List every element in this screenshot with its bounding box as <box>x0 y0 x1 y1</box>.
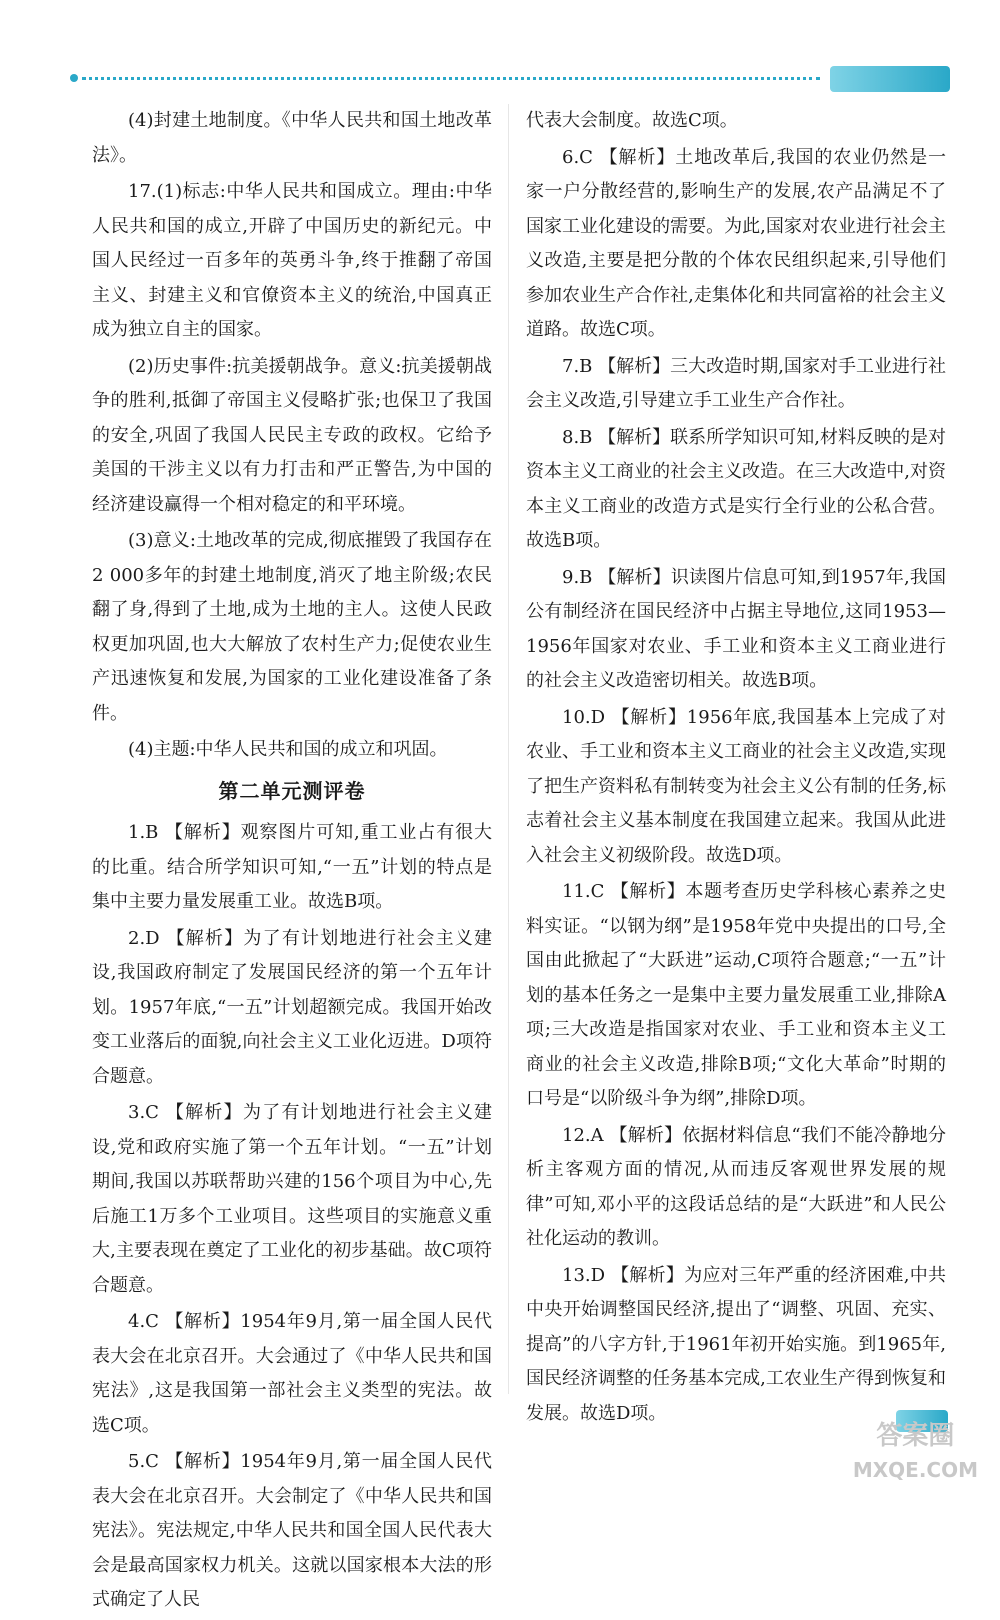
answer-item: 7.B 【解析】三大改造时期,国家对手工业进行社会主义改造,引导建立手工业生产合作社。 <box>526 355 946 411</box>
watermark-line1: 答案圈 <box>876 1421 955 1451</box>
answer-item: 3.C 【解析】为了有计划地进行社会主义建设,党和政府实施了第一个五年计划。“一五”计划期间,我国以苏联帮助兴建的156个项目为中心,先后施工1万多个工业项目。这些项目的实施意义重大,主要表现在奠定了工业化的初步基础。故C项符合题意。 <box>92 1102 492 1296</box>
answer-item: 11.C 【解析】本题考查历史学科核心素养之史料实证。“以钢为纲”是1958年党中央提出的口号,全国由此掀起了“大跃进”运动,C项符合题意;“一五”计划的基本任务之一是集中主要力量发展重工业,排除A项;三大改造是指国家对农业、手工业和资本主义工商业的社会主义改造,排除B项;“文化大革命”时期的口号是“以阶级斗争为纲”,排除D项。 <box>526 881 946 1109</box>
answer-item: 2.D 【解析】为了有计划地进行社会主义建设,我国政府制定了发展国民经济的第一个五年计划。1957年底,“一五”计划超额完成。我国开始改变工业落后的面貌,向社会主义工业化迈进。D项符合题意。 <box>92 927 492 1087</box>
answer-item: 12.A 【解析】依据材料信息“我们不能冷静地分析主客观方面的情况,从而违反客观世界发展的规律”可知,邓小平的这段话总结的是“大跃进”和人民公社化运动的教训。 <box>526 1124 946 1249</box>
answer-item: 4.C 【解析】1954年9月,第一届全国人民代表大会在北京召开。大会通过了《中华人民共和国宪法》,这是我国第一部社会主义类型的宪法。故选C项。 <box>92 1311 492 1436</box>
answer-item: 9.B 【解析】识读图片信息可知,到1957年,我国公有制经济在国民经济中占据主导地位,这同1953—1956年国家对农业、手工业和资本主义工商业进行的社会主义改造密切相关。故选B项。 <box>526 566 946 691</box>
header-dot <box>70 74 78 82</box>
answer-item: 13.D 【解析】为应对三年严重的经济困难,中共中央开始调整国民经济,提出了“调整、巩固、充实、提高”的八字方针,于1961年初开始实施。到1965年,国民经济调整的任务基本完成,工农业生产得到恢复和发展。故选D项。 <box>526 1264 946 1424</box>
paragraph: (4)封建土地制度。《中华人民共和国土地改革法》。 <box>92 110 492 166</box>
answer-item: 6.C 【解析】土地改革后,我国的农业仍然是一家一户分散经营的,影响生产的发展,农产品满足不了国家工业化建设的需要。为此,国家对农业进行社会主义改造,主要是把分散的个体农民组织起来,引导他们参加农业生产合作社,走集体化和共同富裕的社会主义道路。故选C项。 <box>526 146 946 340</box>
answer-item: 5.C 【解析】1954年9月,第一届全国人民代表大会在北京召开。大会制定了《中华人民共和国宪法》。宪法规定,中华人民共和国全国人民代表大会是最高国家权力机关。这就以国家根本大法的形式确定了人民 <box>92 1451 492 1610</box>
paragraph: (2)历史事件:抗美援朝战争。意义:抗美援朝战争的胜利,抵御了帝国主义侵略扩张;也保卫了我国的安全,巩固了我国人民民主专政的政权。它给予美国的干涉主义以有力打击和严正警告,为中国的经济建设赢得一个相对稳定的和平环境。 <box>92 355 492 515</box>
paragraph: (3)意义:土地改革的完成,彻底摧毁了我国存在2 000多年的封建土地制度,消灭了地主阶级;农民翻了身,得到了土地,成为土地的主人。这使人民政权更加巩固,也大大解放了农村生产力;促使农业生产迅速恢复和发展,为国家的工业化建设准备了条件。 <box>92 530 492 724</box>
watermark-line2: MXQE.COM <box>852 1458 978 1482</box>
column-divider <box>508 104 509 1394</box>
watermark-logo <box>853 1419 978 1487</box>
paragraph: (4)主题:中华人民共和国的成立和巩固。 <box>128 739 448 760</box>
answer-item: 8.B 【解析】联系所学知识可知,材料反映的是对资本主义工商业的社会主义改造。在三大改造中,对资本主义工商业的改造方式是实行全行业的公私合营。故选B项。 <box>526 426 946 551</box>
header-tab <box>830 66 950 92</box>
right-column <box>526 104 946 1433</box>
paragraph: 17.(1)标志:中华人民共和国成立。理由:中华人民共和国的成立,开辟了中国历史的新纪元。中国人民经过一百多年的英勇斗争,终于推翻了帝国主义、封建主义和官僚资本主义的统治,中国真正成为独立自主的国家。 <box>92 181 492 340</box>
page-header <box>60 66 950 94</box>
section-title: 第二单元测评卷 <box>218 778 366 803</box>
answer-item: 10.D 【解析】1956年底,我国基本上完成了对农业、手工业和资本主义工商业的社会主义改造,实现了把生产资料私有制转变为社会主义公有制的任务,标志着社会主义基本制度在我国建立起来。我国从此进入社会主义初级阶段。故选D项。 <box>526 706 946 866</box>
left-column <box>92 104 492 1620</box>
paragraph-continued: 代表大会制度。故选C项。 <box>526 110 738 131</box>
answer-item: 1.B 【解析】观察图片可知,重工业占有很大的比重。结合所学知识可知,“一五”计划的特点是集中主要力量发展重工业。故选B项。 <box>92 822 492 912</box>
header-dotted-rule <box>82 77 820 80</box>
